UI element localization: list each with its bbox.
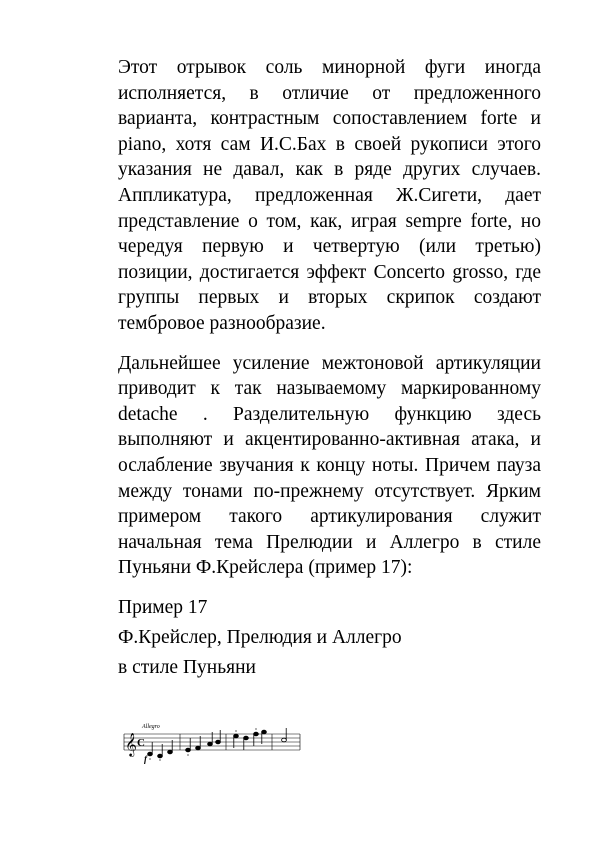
treble-clef-icon: 𝄞 bbox=[125, 732, 137, 756]
music-staff bbox=[122, 720, 302, 764]
notes bbox=[148, 728, 287, 758]
example-source-line2: в стиле Пуньяни bbox=[118, 656, 256, 678]
articulation-marks bbox=[149, 729, 257, 760]
dynamic-marking: f bbox=[144, 754, 147, 764]
tempo-marking: Allegro bbox=[142, 724, 160, 730]
example-label: Пример 17 bbox=[118, 596, 208, 618]
time-signature: C bbox=[137, 737, 145, 749]
music-notation-example bbox=[122, 720, 302, 764]
paragraph-articulation: Дальнейшее усиление межтоновой артикуляции приводит к так называемому маркированному detache . Разделительную функцию здесь выполняют и акцентированно-активная атака, и ослабление звучания к концу ноты. Причем пауза между тонами по-прежнему отсутствует. Ярким примером такого артикулирования служит начальная тема Прелюдии и Аллегро в стиле Пуньяни Ф.Крейслера (пример 17): bbox=[118, 352, 541, 579]
paragraph-fugue: Этот отрывок соль минорной фуги иногда исполняется, в отличие от предложенного варианта, контрастным сопоставлением forte и piano, хотя сам И.С.Бах в своей рукописи этого указания не давал, как в ряде других случаев. Аппликатура, предложенная Ж.Сигети, дает представление о том, как, играя sempre forte, но чередуя первую и четвертую (или третью) позиции, достигается эффект Concerto grosso, где группы первых и вторых скрипок создают тембровое разнообразие. bbox=[118, 57, 541, 334]
example-source-line1: Ф.Крейслер, Прелюдия и Аллегро bbox=[118, 626, 402, 648]
document-page bbox=[118, 55, 541, 685]
